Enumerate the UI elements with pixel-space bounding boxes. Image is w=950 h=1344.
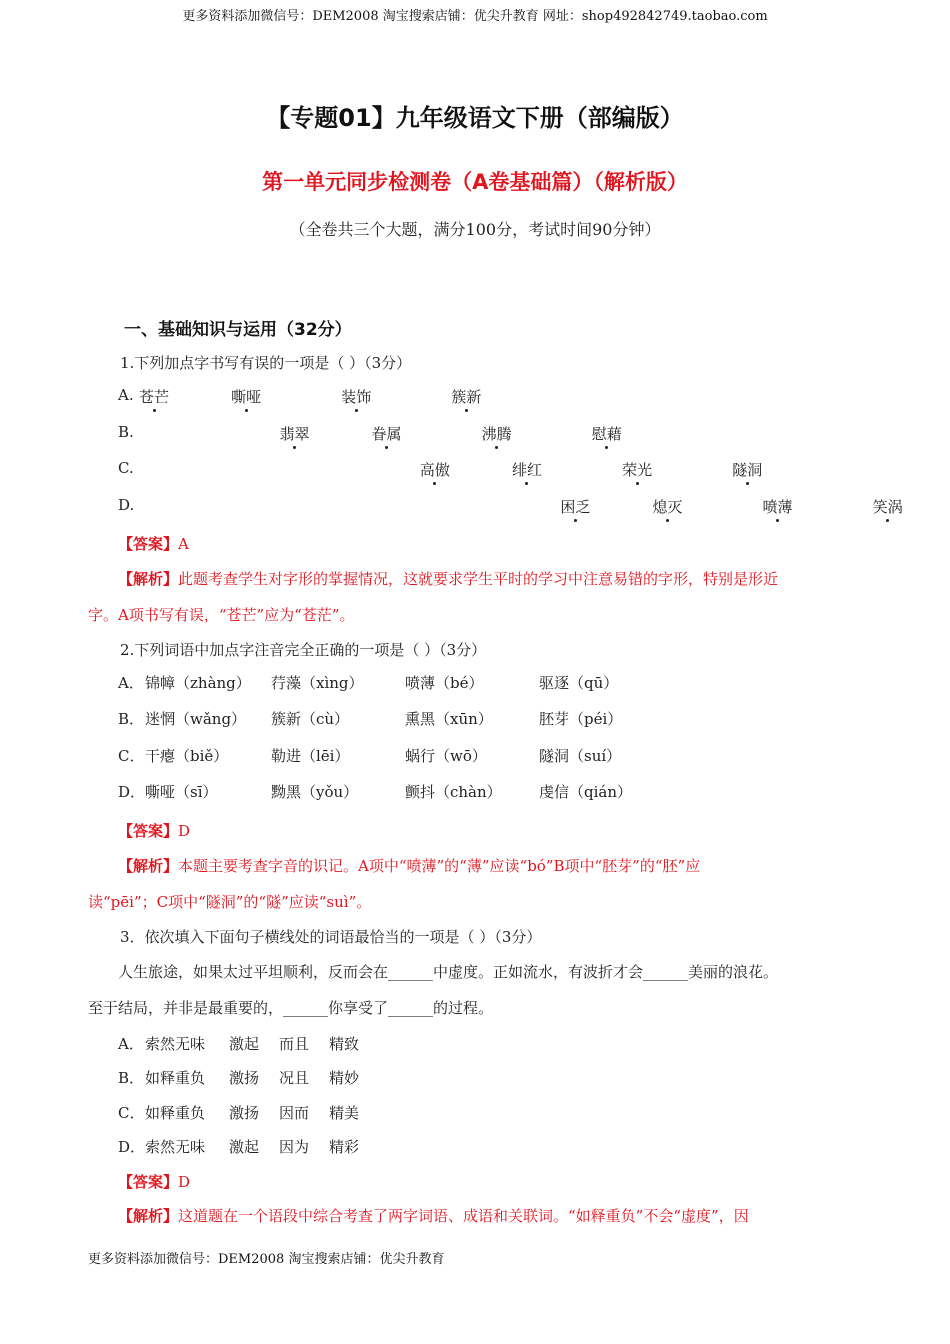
q2-b-item-4: 胚芽（péi） — [539, 710, 623, 728]
answer-value: D — [178, 1173, 191, 1191]
q1-a-word-4: 簇新 — [451, 388, 482, 406]
option-label: A． — [118, 1035, 144, 1053]
q3-d-item-1: 索然无味 — [145, 1138, 206, 1156]
q2-c-item-4: 隧洞（suí） — [539, 747, 622, 765]
q3-option-d — [118, 1136, 145, 1157]
q1-c-word-2: 绯红 — [511, 461, 542, 479]
q3-c-item-2: 激扬 — [229, 1104, 260, 1122]
option-label: B． — [118, 1069, 145, 1087]
q3-answer — [118, 1171, 190, 1192]
q1-option-c — [118, 459, 134, 477]
q1-option-b — [118, 423, 134, 441]
q3-b-item-1: 如释重负 — [145, 1069, 206, 1087]
q2-c-item-2: 勒进（lēi） — [271, 747, 350, 765]
q3-paragraph-line-2: 至于结局，并非是最重要的，______你享受了______的过程。 — [88, 999, 494, 1017]
option-label: C. — [118, 459, 134, 477]
q1-c-word-4: 隧洞 — [732, 461, 763, 479]
q3-d-item-3: 因为 — [279, 1138, 310, 1156]
option-label: D． — [118, 783, 146, 801]
q1-d-word-3: 喷薄 — [762, 498, 793, 516]
analysis-text: 此题考查学生对字形的掌握情况，这就要求学生平时的学习中注意易错的字形，特别是形近 — [178, 570, 779, 588]
option-label: B. — [118, 423, 134, 441]
q3-d-item-4: 精彩 — [329, 1138, 360, 1156]
option-label: C． — [118, 1104, 145, 1122]
q1-c-word-3: 荣光 — [622, 461, 653, 479]
q3-paragraph-line-1: 人生旅途，如果太过平坦顺利，反而会在______中虚度。正如流水，有波折才会______美丽的浪花。 — [118, 963, 779, 981]
q3-c-item-3: 因而 — [279, 1104, 310, 1122]
option-label: C． — [118, 747, 145, 765]
q2-b-item-2: 簇新（cù） — [271, 710, 350, 728]
option-label: A． — [118, 674, 144, 692]
page-footer: 更多资料添加微信号：DEM2008 淘宝搜索店铺：优尖升教育 — [88, 1252, 445, 1267]
q2-a-item-4: 驱逐（qū） — [539, 674, 619, 692]
q2-c-item-1: 干瘪（biě） — [145, 747, 229, 765]
q3-b-item-3: 况且 — [279, 1069, 310, 1087]
q3-option-c — [118, 1102, 144, 1123]
q3-option-b — [118, 1067, 144, 1088]
q1-d-word-1: 困乏 — [560, 498, 591, 516]
option-label: D． — [118, 1138, 146, 1156]
q3-stem: 3．依次填入下面句子横线处的词语最恰当的一项是（ ）（3分） — [120, 928, 542, 946]
q1-option-d — [118, 496, 134, 514]
answer-tag: 【答案】 — [118, 1173, 179, 1191]
page-header: 更多资料添加微信号：DEM2008 淘宝搜索店铺：优尖升教育 网址：shop492842749.taobao.com — [182, 9, 768, 24]
q1-analysis-line-1 — [118, 568, 778, 589]
q2-analysis-line-1 — [118, 855, 700, 876]
q2-d-item-3: 颤抖（chàn） — [405, 783, 502, 801]
answer-tag: 【答案】 — [118, 535, 179, 553]
q2-analysis-line-2: 读“pēi”；C项中“隧洞”的“隧”应读“suì”。 — [88, 893, 372, 911]
q1-answer — [118, 533, 189, 554]
q3-c-item-4: 精美 — [329, 1104, 360, 1122]
exam-note: （全卷共三个大题，满分100分，考试时间90分钟） — [289, 220, 661, 239]
q2-a-item-3: 喷薄（bé） — [405, 674, 484, 692]
q3-b-item-2: 激扬 — [229, 1069, 260, 1087]
q2-option-c — [118, 745, 144, 766]
page-subtitle: 第一单元同步检测卷（A卷基础篇）（解析版） — [262, 170, 688, 194]
q2-b-item-3: 熏黑（xūn） — [405, 710, 493, 728]
q3-c-item-1: 如释重负 — [145, 1104, 206, 1122]
q3-d-item-2: 激起 — [229, 1138, 260, 1156]
analysis-text: 这道题在一个语段中综合考查了两字词语、成语和关联词。“如释重负”不会“虚度”，因 — [178, 1207, 749, 1225]
q3-b-item-4: 精妙 — [329, 1069, 360, 1087]
q2-a-item-2: 荇藻（xìng） — [271, 674, 364, 692]
q1-option-a — [118, 386, 134, 404]
answer-value: D — [178, 822, 191, 840]
q2-option-b — [118, 708, 144, 729]
q1-b-word-1: 翡翠 — [279, 425, 310, 443]
q2-c-item-3: 蜗行（wō） — [405, 747, 487, 765]
analysis-text: 本题主要考查字音的识记。A项中“喷薄”的“薄”应读“bó”B项中“胚芽”的“胚”应 — [178, 857, 701, 875]
q3-a-item-1: 索然无味 — [145, 1035, 206, 1053]
q2-d-item-2: 黝黑（yǒu） — [271, 783, 359, 801]
option-label: D. — [118, 496, 135, 514]
q3-a-item-4: 精致 — [329, 1035, 360, 1053]
analysis-tag: 【解析】 — [118, 570, 179, 588]
answer-value: A — [178, 535, 189, 553]
q1-b-word-4: 慰藉 — [591, 425, 622, 443]
section-heading: 一、基础知识与运用（32分） — [124, 320, 352, 340]
q2-option-d — [118, 781, 145, 802]
q1-d-word-2: 熄灭 — [652, 498, 683, 516]
analysis-tag: 【解析】 — [118, 1207, 179, 1225]
q1-b-word-2: 眷属 — [371, 425, 402, 443]
q1-analysis-line-2: 字。A项书写有误，“苍芒”应为“苍茫”。 — [88, 606, 355, 624]
q3-analysis-line-1 — [118, 1205, 749, 1226]
q2-a-item-1: 锦幛（zhàng） — [145, 674, 251, 692]
q2-answer — [118, 820, 190, 841]
answer-tag: 【答案】 — [118, 822, 179, 840]
q2-b-item-1: 迷惘（wǎng） — [145, 710, 247, 728]
q2-d-item-1: 嘶哑（sī） — [145, 783, 218, 801]
q2-option-a — [118, 672, 144, 693]
option-label: B． — [118, 710, 145, 728]
q3-option-a — [118, 1033, 144, 1054]
option-label: A. — [118, 386, 134, 404]
q2-d-item-4: 虔信（qián） — [539, 783, 633, 801]
q1-a-word-2: 嘶哑 — [231, 388, 262, 406]
q1-stem: 1.下列加点字书写有误的一项是（ ）（3分） — [120, 354, 412, 372]
q3-a-item-3: 而且 — [279, 1035, 310, 1053]
q1-a-word-3: 装饰 — [341, 388, 372, 406]
analysis-tag: 【解析】 — [118, 857, 179, 875]
q3-a-item-2: 激起 — [229, 1035, 260, 1053]
q1-d-word-4: 笑涡 — [872, 498, 903, 516]
page-title: 【专题01】九年级语文下册（部编版） — [266, 104, 684, 132]
q1-c-word-1: 高傲 — [419, 461, 450, 479]
q2-stem: 2.下列词语中加点字注音完全正确的一项是（ ）（3分） — [120, 641, 487, 659]
q1-b-word-3: 沸腾 — [481, 425, 512, 443]
q1-a-word-1: 苍芒 — [139, 388, 170, 406]
